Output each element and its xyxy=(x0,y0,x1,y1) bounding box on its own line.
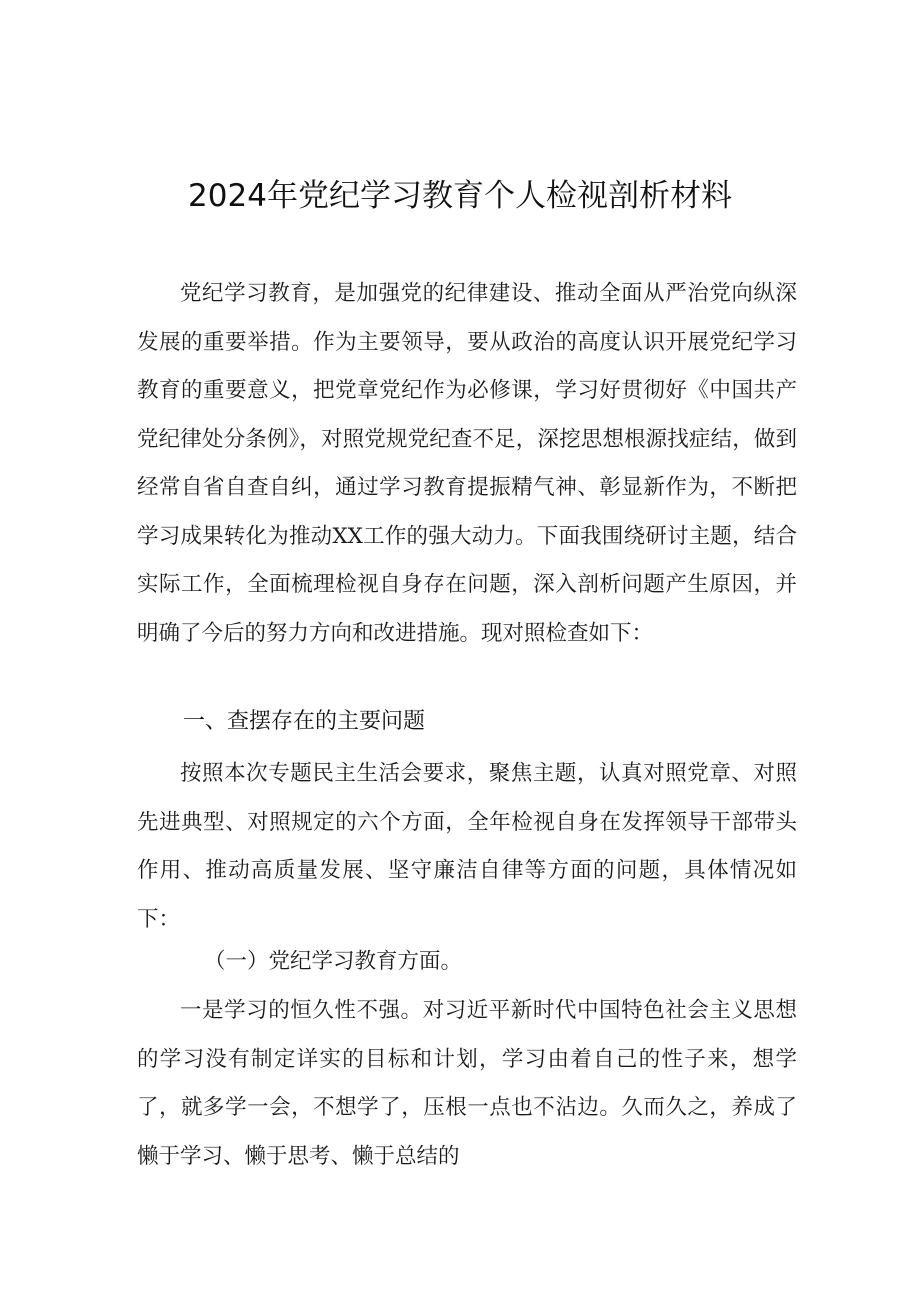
section1-paragraph: 按照本次专题民主生活会要求，聚焦主题，认真对照党章、对照先进典型、对照规定的六个方面，全年检视自身在发挥领导干部带头作用、推动高质量发展、坚守廉洁自律等方面的问题，具体情况如下： xyxy=(137,761,797,932)
subsection-heading-1: （一）党纪学习教育方面。 xyxy=(204,949,463,974)
document-title: 2024年党纪学习教育个人检视剖析材料 xyxy=(188,178,732,214)
section-heading-1: 一、查摆存在的主要问题 xyxy=(183,709,426,734)
section1-block xyxy=(137,750,797,944)
subsection1-block xyxy=(137,987,797,1181)
intro-paragraph: 党纪学习教育，是加强党的纪律建设、推动全面从严治党向纵深发展的重要举措。作为主要领导，要从政治的高度认识开展党纪学习教育的重要意义，把党章党纪作为必修课，学习好贯彻好《中国共产党纪律处分条例》，对照党规党纪查不足，深挖思想根源找症结，做到经常自省自查自纠，通过学习教育提振精气神、彰显新作为，不断把学习成果转化为推动XX工作的强大动力。下面我围绕研讨主题，结合实际工作，全面梳理检视自身存在问题，深入剖析问题产生原因，并明确了今后的努力方向和改进措施。现对照检查如下： xyxy=(137,281,797,646)
subsection1-paragraph: 一是学习的恒久性不强。对习近平新时代中国特色社会主义思想的学习没有制定详实的目标和计划，学习由着自己的性子来，想学了，就多学一会，不想学了，压根一点也不沾边。久而久之，养成了懒于学习、懒于思考、懒于总结的 xyxy=(137,998,797,1169)
intro-block xyxy=(137,270,797,658)
